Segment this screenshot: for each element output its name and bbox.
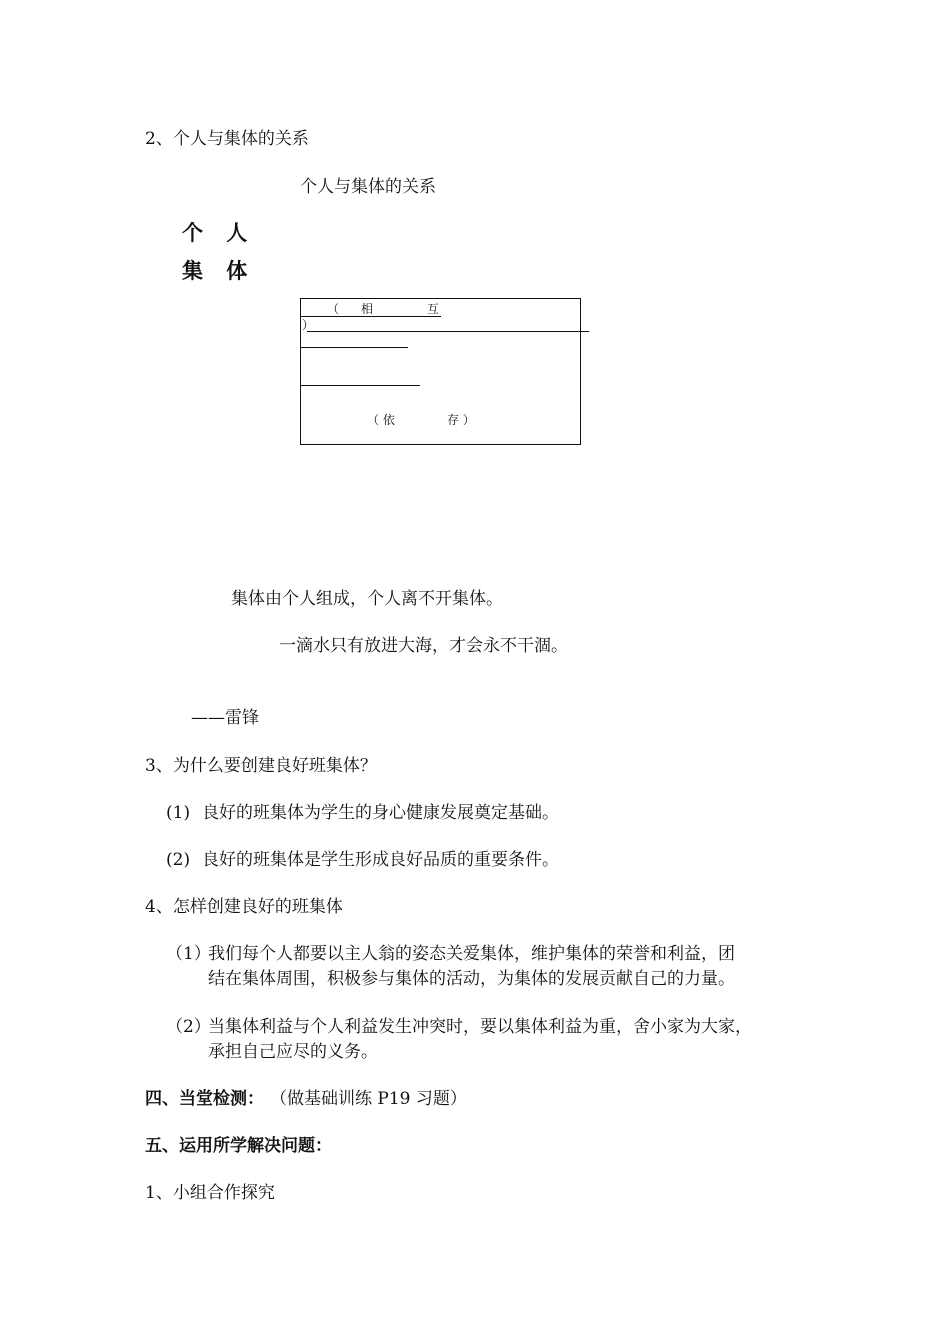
- section-4-item-1-line-2: 结在集体周围，积极参与集体的活动，为集体的发展贡献自己的力量。: [208, 969, 735, 989]
- section-3-heading: 3、为什么要创建良好班集体？: [145, 756, 377, 776]
- box-blank-line-1: [301, 347, 408, 348]
- part-4-note: （做基础训练 P19 习题）: [270, 1089, 467, 1109]
- diagram-title: 个人与集体的关系: [300, 177, 436, 197]
- section-3-item-1-num: (1): [166, 803, 191, 823]
- box-blank-line-2: [301, 385, 420, 386]
- part-5-sub-1: 1、小组合作探究: [145, 1183, 275, 1203]
- box-top-underline: [301, 316, 441, 317]
- quote: 一滴水只有放进大海，才会永不干涸。: [279, 636, 568, 656]
- section-4-heading: 4、怎样创建良好的班集体: [145, 897, 343, 917]
- section-4-item-1-line-1: 我们每个人都要以主人翁的姿态关爱集体，维护集体的荣誉和利益，团: [208, 944, 735, 964]
- box-paren-close: ）: [302, 318, 315, 332]
- section-4-item-1-num: （1）: [166, 944, 211, 964]
- statement: 集体由个人组成，个人离不开集体。: [231, 589, 503, 609]
- section-4-item-2-num: （2）: [166, 1017, 211, 1037]
- label-collective: 集 体: [182, 258, 256, 283]
- section-4-item-2-line-1: 当集体利益与个人利益发生冲突时，要以集体利益为重，舍小家为大家，: [208, 1017, 752, 1037]
- section-4-item-2-line-2: 承担自己应尽的义务。: [208, 1042, 378, 1062]
- quote-author: ——雷锋: [191, 708, 259, 728]
- section-2-heading: 2、个人与集体的关系: [145, 129, 309, 149]
- section-3-item-2-num: (2): [166, 850, 191, 870]
- section-3-item-2-text: 良好的班集体是学生形成良好品质的重要条件。: [202, 850, 559, 870]
- part-5-title: 五、运用所学解决问题：: [145, 1136, 332, 1156]
- label-individual: 个 人: [182, 220, 256, 245]
- box-second-underline: [307, 331, 589, 332]
- box-bottom-right: 存 ）: [447, 413, 475, 427]
- relationship-box: [300, 298, 581, 445]
- section-3-item-1-text: 良好的班集体为学生的身心健康发展奠定基础。: [202, 803, 559, 823]
- box-xiang: 相: [361, 302, 374, 316]
- part-4-title: 四、当堂检测：: [145, 1089, 264, 1109]
- box-bottom-left: （ 依: [367, 413, 395, 427]
- box-hu: 互: [427, 302, 440, 316]
- box-paren-open: （: [327, 302, 340, 316]
